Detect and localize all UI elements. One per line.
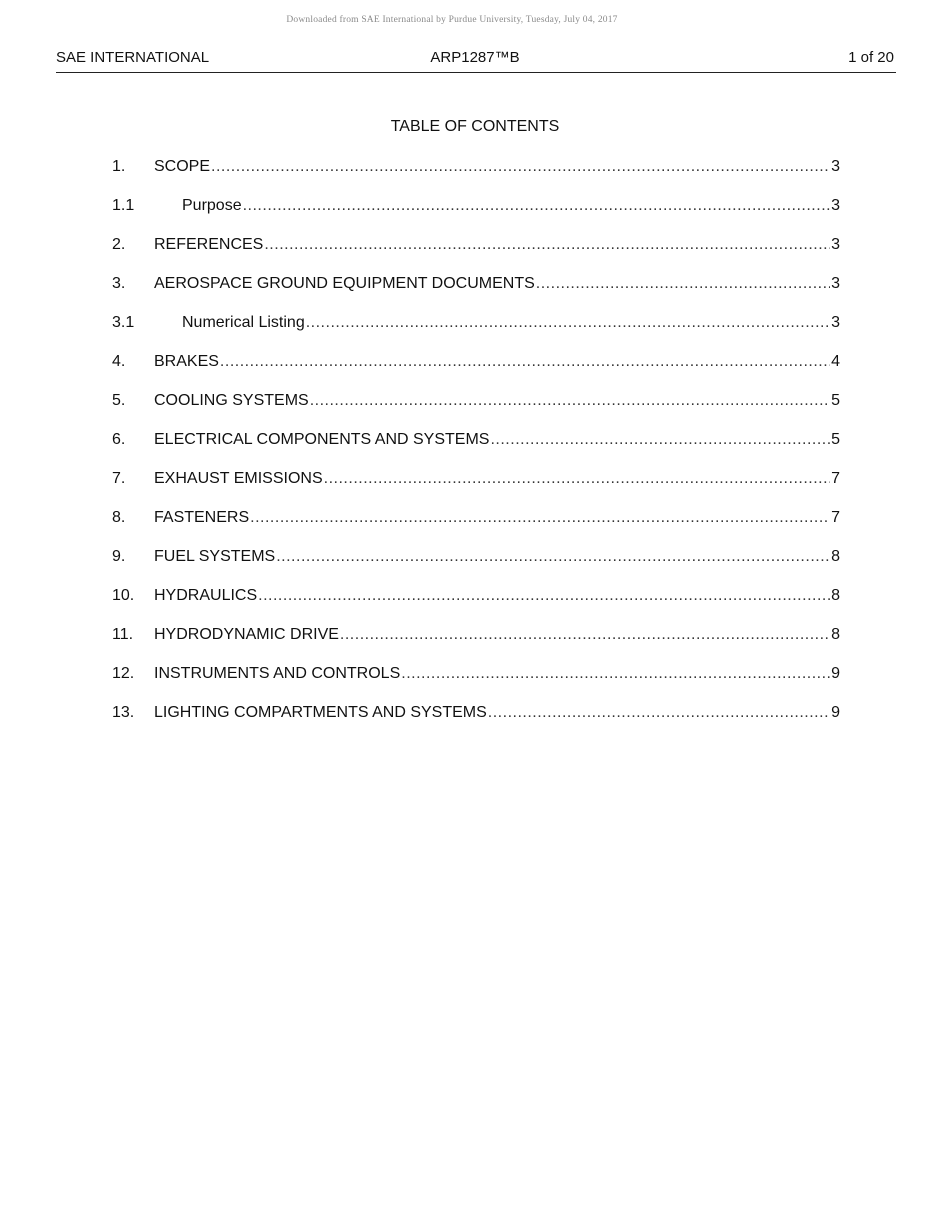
toc-entry-page: 4 <box>831 353 840 370</box>
toc-entry-hydrodynamic-drive[interactable] <box>112 624 840 663</box>
download-watermark: Downloaded from SAE International by Purdue University, Tuesday, July 04, 2017 <box>286 15 618 25</box>
toc-entry-number: 5. <box>112 392 126 409</box>
toc-entry-number: 13. <box>112 704 135 721</box>
toc-entry-page: 3 <box>831 158 840 175</box>
toc-entry-label: REFERENCES <box>154 234 263 256</box>
toc-entry-page: 9 <box>831 704 840 721</box>
toc-entry-label: ELECTRICAL COMPONENTS AND SYSTEMS <box>154 429 489 451</box>
toc-entry-aerospace-ground-equipment[interactable] <box>112 273 840 312</box>
toc-entry-number: 2. <box>112 236 126 253</box>
toc-entry-number: 3. <box>112 275 126 292</box>
toc-entry-label: LIGHTING COMPARTMENTS AND SYSTEMS <box>154 702 487 724</box>
toc-entry-page: 7 <box>831 470 840 487</box>
toc-entry-page: 8 <box>831 587 840 604</box>
page-header <box>56 49 896 73</box>
toc-entry-label: BRAKES <box>154 351 219 373</box>
toc-entry-page: 7 <box>831 509 840 526</box>
toc-entry-label: FASTENERS <box>154 507 249 529</box>
dot-leader <box>211 156 830 178</box>
toc-entry-number: 12. <box>112 665 135 682</box>
dot-leader <box>324 468 830 490</box>
page-indicator: 1 of 20 <box>848 49 894 66</box>
toc-entry-label: Purpose <box>182 195 242 217</box>
toc-entry-label: INSTRUMENTS AND CONTROLS <box>154 663 400 685</box>
toc-entry-number: 7. <box>112 470 126 487</box>
toc-entry-page: 9 <box>831 665 840 682</box>
toc-entry-page: 8 <box>831 626 840 643</box>
toc-entry-page: 5 <box>831 431 840 448</box>
dot-leader <box>250 507 830 529</box>
toc-entry-page: 3 <box>831 236 840 253</box>
toc-entry-number: 11. <box>112 626 134 643</box>
toc-entry-exhaust-emissions[interactable] <box>112 468 840 507</box>
toc-entry-lighting-compartments[interactable] <box>112 702 840 741</box>
document-id: ARP1287™B <box>430 49 520 66</box>
toc-entry-page: 8 <box>831 548 840 565</box>
dot-leader <box>401 663 830 685</box>
toc-entry-number: 3.1 <box>112 314 135 331</box>
dot-leader <box>258 585 830 607</box>
toc-entry-number: 9. <box>112 548 126 565</box>
toc-entry-label: COOLING SYSTEMS <box>154 390 309 412</box>
table-of-contents <box>112 156 840 741</box>
toc-entry-fasteners[interactable] <box>112 507 840 546</box>
dot-leader <box>488 702 830 724</box>
dot-leader <box>490 429 830 451</box>
toc-entry-page: 5 <box>831 392 840 409</box>
toc-entry-electrical-components[interactable] <box>112 429 840 468</box>
toc-entry-purpose[interactable] <box>112 195 840 234</box>
toc-entry-label: SCOPE <box>154 156 210 178</box>
toc-entry-page: 3 <box>831 275 840 292</box>
toc-entry-number: 4. <box>112 353 126 370</box>
dot-leader <box>310 390 830 412</box>
toc-entry-references[interactable] <box>112 234 840 273</box>
toc-entry-cooling-systems[interactable] <box>112 390 840 429</box>
toc-entry-numerical-listing[interactable] <box>112 312 840 351</box>
toc-entry-scope[interactable] <box>112 156 840 195</box>
toc-entry-fuel-systems[interactable] <box>112 546 840 585</box>
toc-entry-label: HYDRAULICS <box>154 585 257 607</box>
toc-entry-label: EXHAUST EMISSIONS <box>154 468 323 490</box>
dot-leader <box>243 195 831 217</box>
toc-entry-number: 10. <box>112 587 135 604</box>
dot-leader <box>276 546 830 568</box>
toc-entry-number: 1. <box>112 158 126 175</box>
toc-entry-label: Numerical Listing <box>182 312 305 334</box>
toc-entry-label: HYDRODYNAMIC DRIVE <box>154 624 339 646</box>
toc-entry-page: 3 <box>831 197 840 214</box>
toc-title: TABLE OF CONTENTS <box>390 118 560 135</box>
dot-leader <box>220 351 830 373</box>
toc-entry-number: 8. <box>112 509 126 526</box>
toc-entry-number: 1.1 <box>112 197 135 214</box>
organization-name: SAE INTERNATIONAL <box>56 49 210 66</box>
toc-entry-page: 3 <box>831 314 840 331</box>
toc-entry-brakes[interactable] <box>112 351 840 390</box>
dot-leader <box>264 234 830 256</box>
toc-entry-instruments-controls[interactable] <box>112 663 840 702</box>
toc-entry-hydraulics[interactable] <box>112 585 840 624</box>
toc-entry-label: AEROSPACE GROUND EQUIPMENT DOCUMENTS <box>154 273 535 295</box>
dot-leader <box>306 312 830 334</box>
dot-leader <box>536 273 830 295</box>
toc-entry-number: 6. <box>112 431 126 448</box>
dot-leader <box>340 624 830 646</box>
toc-entry-label: FUEL SYSTEMS <box>154 546 275 568</box>
